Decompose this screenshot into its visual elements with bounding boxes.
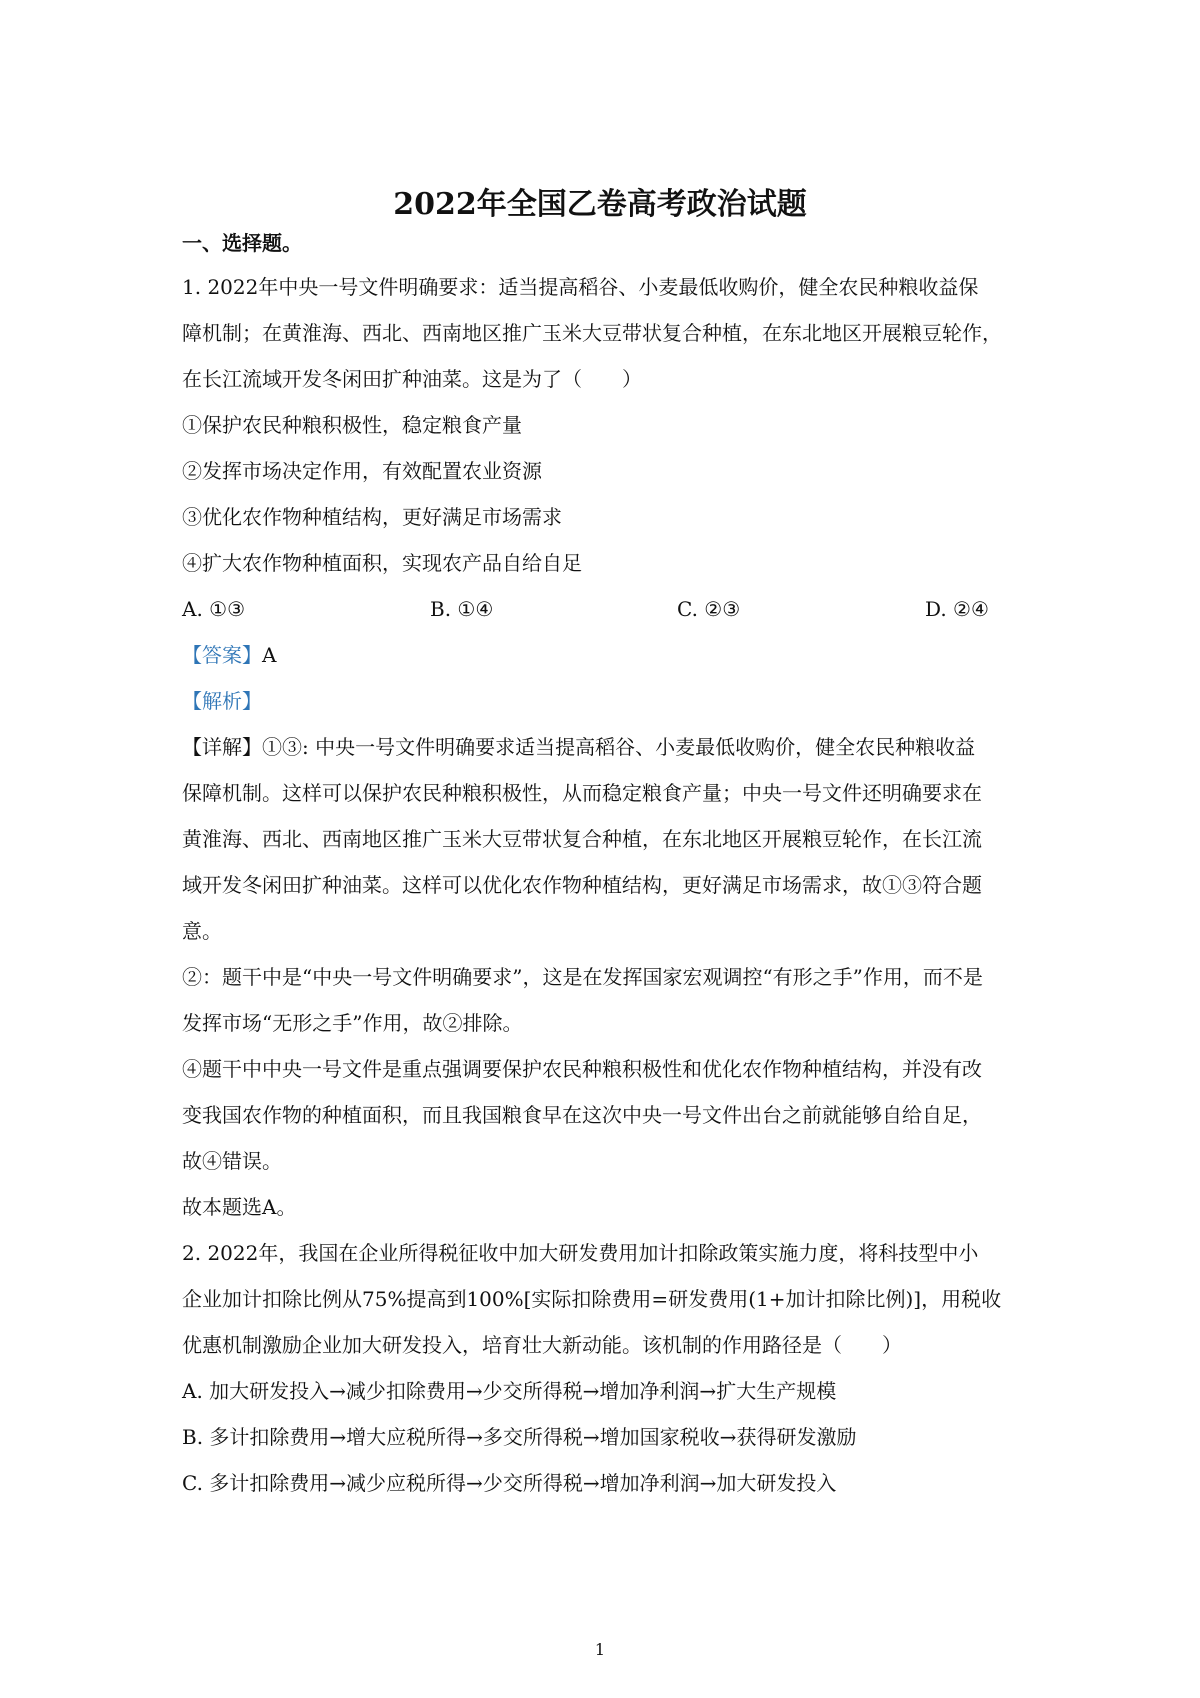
q1-item: ①保护农民种粮积极性，稳定粮食产量 [182,413,522,437]
q1-detail-line: 变我国农作物的种植面积，而且我国粮食早在这次中央一号文件出台之前就能够自给自足， [182,1103,982,1127]
analysis-label: 【解析】 [182,689,262,713]
q1-detail-line: 故④错误。 [182,1149,282,1173]
q1-item: ④扩大农作物种植面积，实现农产品自给自足 [182,551,582,575]
q2-stem-line: 企业加计扣除比例从75%提高到100%[实际扣除费用=研发费用(1+加计扣除比例)]，用税收 [182,1287,1002,1311]
detail-label: 【详解】 [182,735,262,759]
detail-text: ①③: 中央一号文件明确要求适当提高稻谷、小麦最低收购价，健全农民种粮收益 [262,735,976,759]
q1-detail-line [182,732,1022,762]
q1-detail-line: ④题干中中央一号文件是重点强调要保护农民种粮积极性和优化农作物种植结构，并没有改 [182,1057,982,1081]
page-title: 2022年全国乙卷高考政治试题 [393,187,807,222]
q1-option-d: D. ②④ [925,597,989,621]
q1-detail-line: ②：题干中是“中央一号文件明确要求”，这是在发挥国家宏观调控“有形之手”作用，而不是 [182,965,983,989]
answer-label: 【答案】 [182,643,262,667]
q1-option-c: C. ②③ [677,597,741,621]
q2-stem-line: 2. 2022年，我国在企业所得税征收中加大研发费用加计扣除政策实施力度，将科技型中小 [182,1241,979,1265]
q1-item: ②发挥市场决定作用，有效配置农业资源 [182,459,542,483]
q1-stem-line: 障机制；在黄淮海、西北、西南地区推广玉米大豆带状复合种植，在东北地区开展粮豆轮作， [182,321,1002,345]
answer-value: A [262,643,277,667]
q1-conclusion: 故本题选A。 [182,1195,297,1219]
q1-stem-line: 在长江流域开发冬闲田扩种油菜。这是为了（ ） [182,367,642,391]
section-heading: 一、选择题。 [182,231,302,255]
q1-detail-line: 保障机制。这样可以保护农民种粮积极性，从而稳定粮食产量；中央一号文件还明确要求在 [182,781,982,805]
q1-item: ③优化农作物种植结构，更好满足市场需求 [182,505,562,529]
q1-detail-line: 意。 [182,919,222,943]
q1-detail-line: 黄淮海、西北、西南地区推广玉米大豆带状复合种植，在东北地区开展粮豆轮作，在长江流 [182,827,982,851]
q1-option-b: B. ①④ [430,597,494,621]
q2-option-a: A. 加大研发投入→减少扣除费用→少交所得税→增加净利润→扩大生产规模 [182,1379,837,1403]
q1-detail-line: 发挥市场“无形之手”作用，故②排除。 [182,1011,523,1035]
q1-stem-line: 1. 2022年中央一号文件明确要求：适当提高稻谷、小麦最低收购价，健全农民种粮收益保 [182,275,979,299]
q2-stem-line: 优惠机制激励企业加大研发投入，培育壮大新动能。该机制的作用路径是（ ） [182,1333,902,1357]
q1-option-a: A. ①③ [182,597,246,621]
q2-option-c: C. 多计扣除费用→减少应税所得→少交所得税→增加净利润→加大研发投入 [182,1471,837,1495]
page-number: 1 [594,1640,606,1659]
q1-answer [182,640,1022,670]
q1-analysis [182,686,1022,716]
q2-option-b: B. 多计扣除费用→增大应税所得→多交所得税→增加国家税收→获得研发激励 [182,1425,857,1449]
q1-detail-line: 域开发冬闲田扩种油菜。这样可以优化农作物种植结构，更好满足市场需求，故①③符合题 [182,873,982,897]
